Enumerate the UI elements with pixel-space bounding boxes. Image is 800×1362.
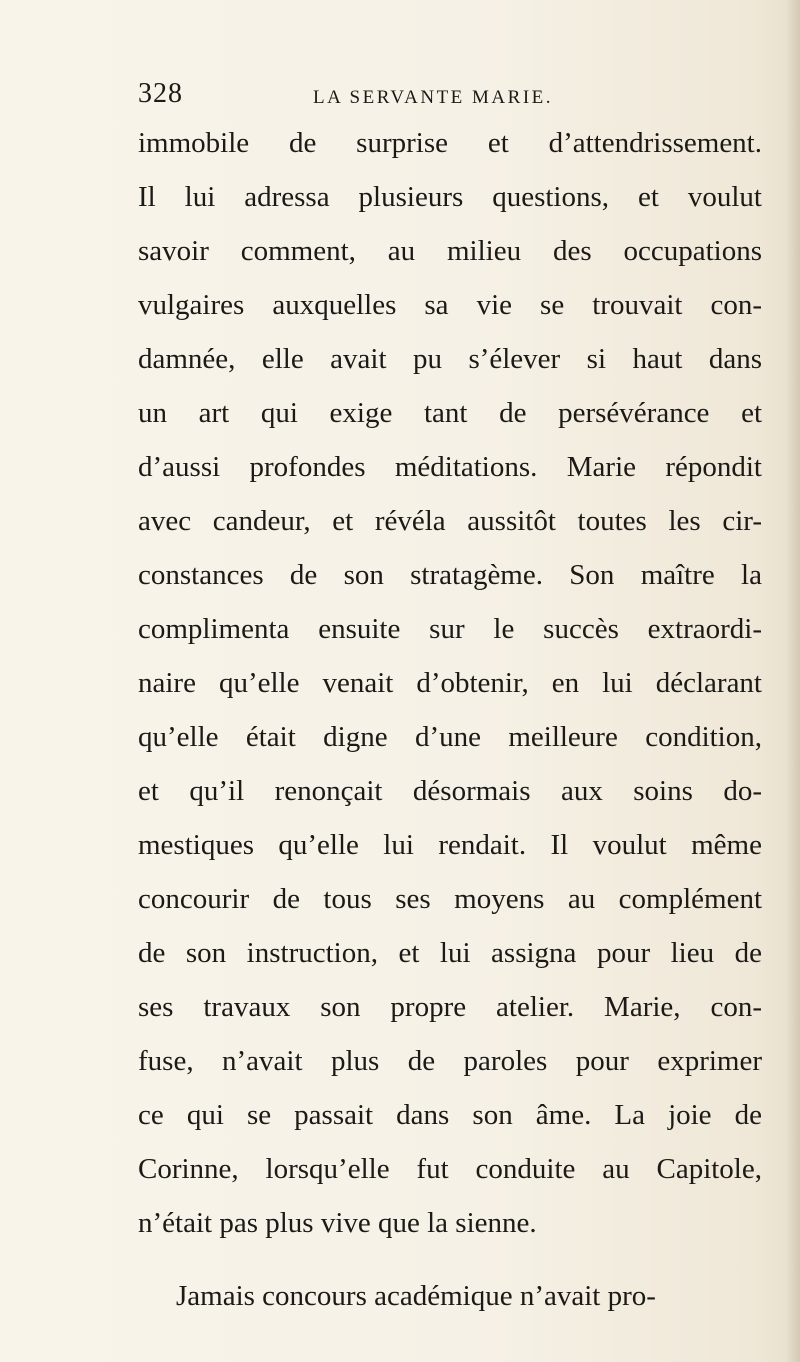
text-line: ses travaux son propre atelier. Marie, con- (138, 991, 762, 1023)
text-line: concourir de tous ses moyens au complément (138, 883, 762, 915)
page-edge-shadow (786, 0, 800, 1362)
text-line: Il lui adressa plusieurs questions, et voulut (138, 181, 762, 213)
text-line: vulgaires auxquelles sa vie se trouvait con- (138, 289, 762, 321)
text-line: avec candeur, et révéla aussitôt toutes les cir- (138, 505, 762, 537)
text-line: de son instruction, et lui assigna pour lieu de (138, 937, 762, 969)
text-line: d’aussi profondes méditations. Marie répondit (138, 451, 762, 483)
text-line: constances de son stratagème. Son maître la (138, 559, 762, 591)
text-line: savoir comment, au milieu des occupations (138, 235, 762, 267)
text-line: damnée, elle avait pu s’élever si haut dans (138, 343, 762, 375)
text-line: complimenta ensuite sur le succès extraordi- (138, 613, 762, 645)
text-line: et qu’il renonçait désormais aux soins do- (138, 775, 762, 807)
text-line: ce qui se passait dans son âme. La joie de (138, 1099, 762, 1131)
next-paragraph-line: Jamais concours académique n’avait pro- (176, 1280, 656, 1312)
text-line: immobile de surprise et d’attendrissement. (138, 127, 762, 159)
running-title: LA SERVANTE MARIE. (313, 87, 554, 108)
text-line: un art qui exige tant de persévérance et (138, 397, 762, 429)
text-line: Corinne, lorsqu’elle fut conduite au Capitole, (138, 1153, 762, 1185)
text-line: naire qu’elle venait d’obtenir, en lui déclarant (138, 667, 762, 699)
text-line: qu’elle était digne d’une meilleure condition, (138, 721, 762, 753)
text-line: fuse, n’avait plus de paroles pour exprimer (138, 1045, 762, 1077)
paragraph-end-line: n’était pas plus vive que la sienne. (138, 1207, 537, 1239)
text-line: mestiques qu’elle lui rendait. Il voulut même (138, 829, 762, 861)
page-header (138, 78, 758, 114)
page-number: 328 (138, 78, 183, 109)
body-text (138, 116, 762, 1323)
